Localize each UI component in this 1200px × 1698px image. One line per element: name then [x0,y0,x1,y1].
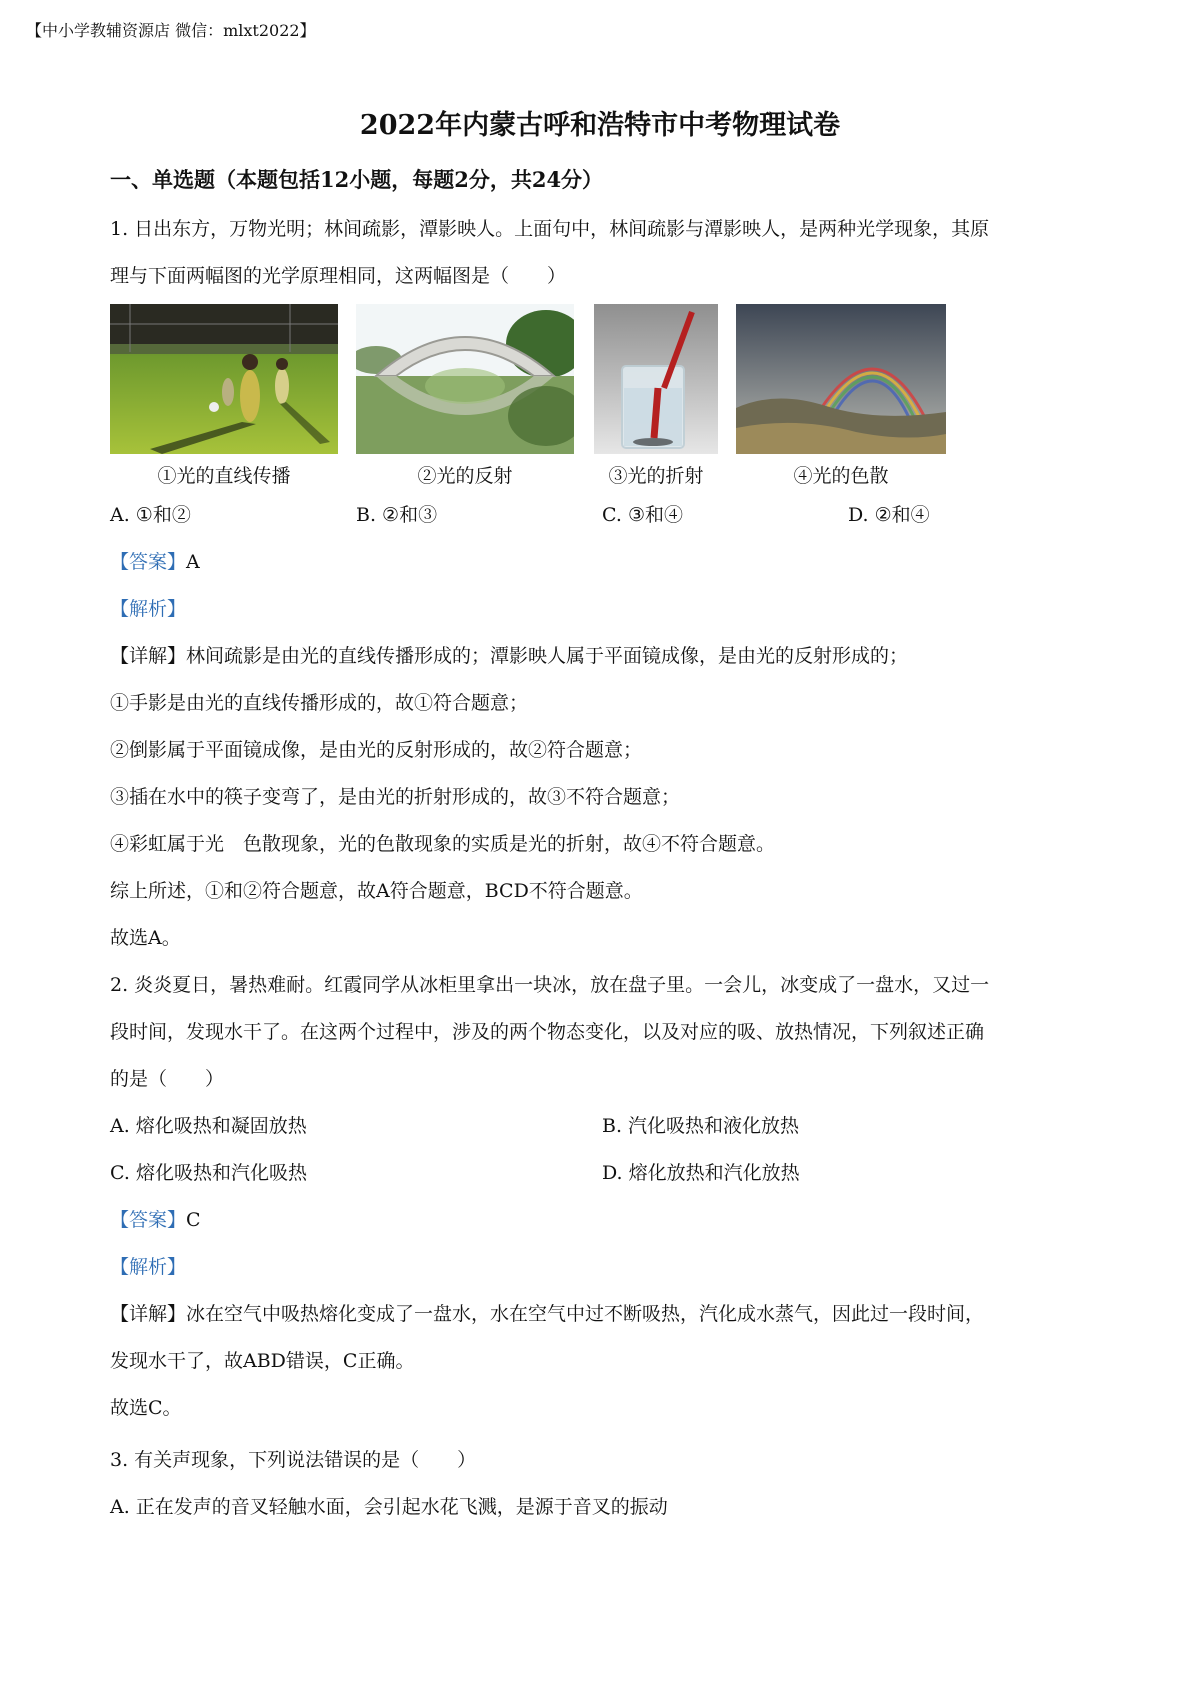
q1-detail-line1: 林间疏影是由光的直线传播形成的；潭影映人属于平面镜成像，是由光的反射形成的； [186,645,909,667]
q1-option-c: C. ③和④ [602,504,683,526]
q3-option-a: A. 正在发声的音叉轻触水面，会引起水花飞溅，是源于音叉的振动 [110,1496,668,1518]
q1-detail-line4: ③插在水中的筷子变弯了，是由光的折射形成的，故③不符合题意； [110,786,681,808]
q1-detail-line2: ①手影是由光的直线传播形成的，故①符合题意； [110,692,529,714]
watermark-header: 【中小学教辅资源店 微信：mlxt2022】 [26,21,316,40]
q2-detail-row [110,1299,984,1326]
q2-answer: C [186,1209,201,1231]
detail-tag: 【详解】 [110,1303,187,1325]
q2-option-b: B. 汽化吸热和液化放热 [602,1115,800,1137]
image-bridge-reflection [356,304,574,454]
q2-detail-line2: 发现水干了，故ABD错误，C正确。 [110,1350,415,1372]
q2-detail-line3: 故选C。 [110,1397,182,1419]
q1-detail-line5: ④彩虹属于光 色散现象，光的色散现象的实质是光的折射，故④不符合题意。 [110,833,776,855]
q2-option-a: A. 熔化吸热和凝固放热 [110,1115,307,1137]
q2-stem-line3: 的是（ ） [110,1068,225,1090]
image-rainbow [736,304,946,454]
q2-analysis-tag: 【解析】 [110,1256,187,1278]
q2-option-d: D. 熔化放热和汽化放热 [602,1162,800,1184]
document-title: 2022年内蒙古呼和浩特市中考物理试卷 [359,110,841,141]
q1-answer: A [186,551,200,573]
q2-answer-row [110,1205,201,1232]
answer-tag: 【答案】 [110,551,187,573]
caption-dispersion: ④光的色散 [793,465,889,487]
q1-detail-row [110,641,908,668]
image-shadow-lawn [110,304,338,454]
caption-reflection: ②光的反射 [417,465,513,487]
q2-detail-line1: 冰在空气中吸热熔化变成了一盘水，水在空气中过不断吸热，汽化成水蒸气，因此过一段时间， [186,1303,985,1325]
q2-option-c: C. 熔化吸热和汽化吸热 [110,1162,307,1184]
q1-detail-line7: 故选A。 [110,927,181,949]
caption-refraction: ③光的折射 [608,465,704,487]
q3-stem: 3. 有关声现象，下列说法错误的是（ ） [110,1449,477,1471]
image-pencil-in-water [594,304,718,454]
q1-answer-row [110,547,200,574]
q1-option-d: D. ②和④ [848,504,930,526]
q1-detail-line6: 综上所述，①和②符合题意，故A符合题意，BCD不符合题意。 [110,880,643,902]
answer-tag: 【答案】 [110,1209,187,1231]
caption-rectilinear: ①光的直线传播 [157,465,291,487]
q1-detail-line3: ②倒影属于平面镜成像，是由光的反射形成的，故②符合题意； [110,739,643,761]
q2-stem-line1: 2. 炎炎夏日，暑热难耐。红霞同学从冰柜里拿出一块冰，放在盘子里。一会儿，冰变成了一盘水，又过一 [110,974,990,996]
section-heading: 一、单选题（本题包括12小题，每题2分，共24分） [110,167,604,192]
q1-option-b: B. ②和③ [356,504,438,526]
q2-stem-line2: 段时间，发现水干了。在这两个过程中，涉及的两个物态变化，以及对应的吸、放热情况，下列叙述正确 [110,1021,985,1043]
q1-analysis-tag: 【解析】 [110,598,187,620]
detail-tag: 【详解】 [110,645,187,667]
q1-stem-line1: 1. 日出东方，万物光明；林间疏影，潭影映人。上面句中，林间疏影与潭影映人，是两种光学现象，其原 [110,218,990,240]
q1-stem-line2: 理与下面两幅图的光学原理相同，这两幅图是（ ） [110,265,567,287]
q1-option-a: A. ①和② [110,504,191,526]
